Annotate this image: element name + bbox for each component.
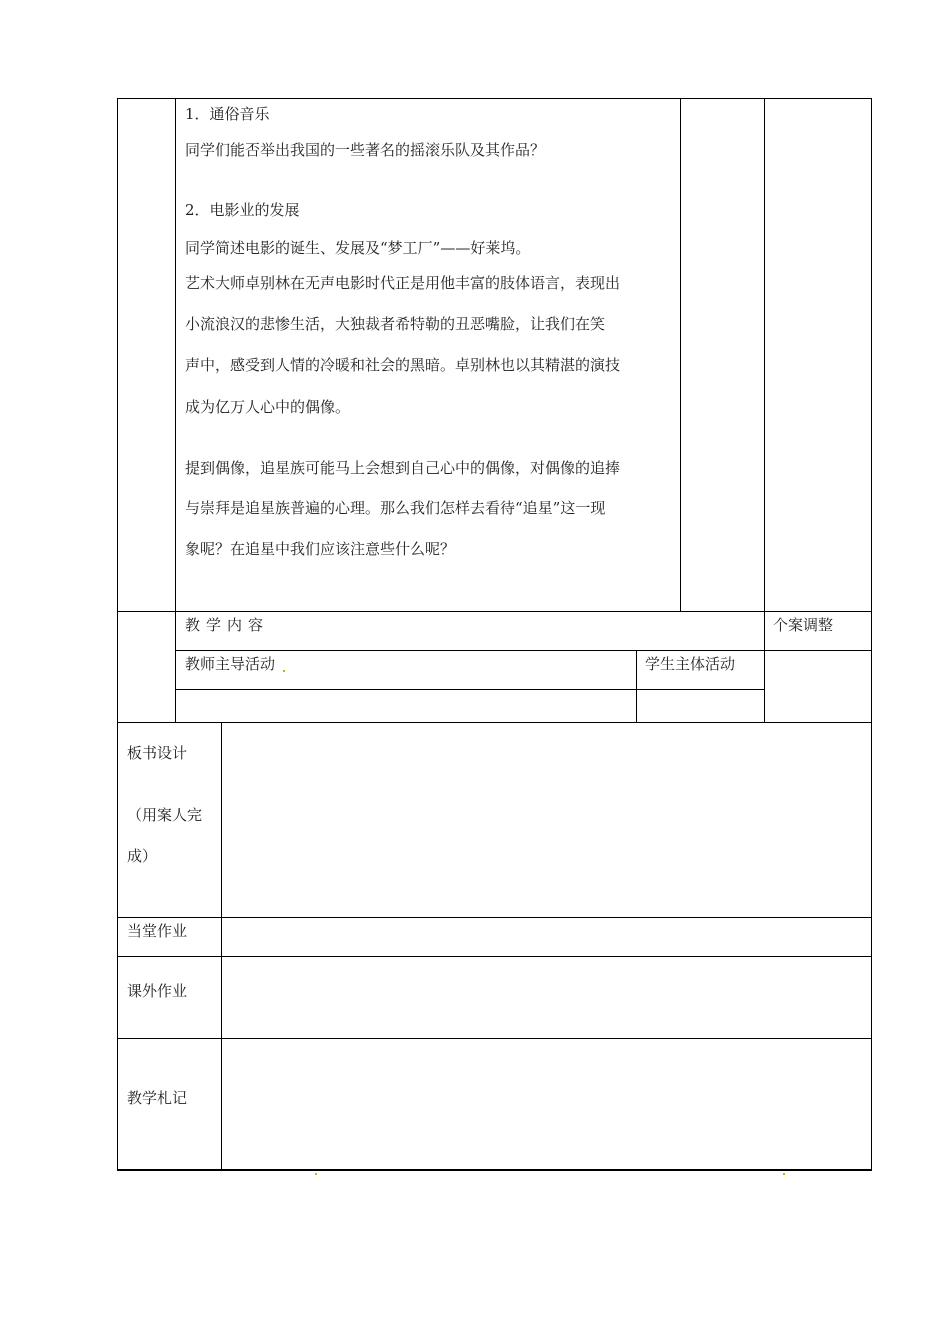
classwork-label: 当堂作业	[127, 922, 188, 940]
board-design-note: 成）	[127, 847, 158, 865]
paragraph-line: 与崇拜是追星族普遍的心理。那么我们怎样去看待“追星”这一现	[185, 499, 606, 517]
paragraph-line: 声中，感受到人情的冷暖和社会的黑暗。卓别林也以其精湛的演技	[185, 356, 621, 374]
section-1-title: 1．通俗音乐	[185, 105, 270, 123]
paragraph-line: 提到偶像，追星族可能马上会想到自己心中的偶像，对偶像的追捧	[185, 459, 621, 477]
teaching-content-header: 教学内容	[185, 616, 270, 634]
board-design-label: 板书设计	[127, 744, 188, 762]
section-2-title: 2．电影业的发展	[185, 201, 300, 219]
section-1-question: 同学们能否举出我国的一些著名的摇滚乐队及其作品？	[185, 141, 546, 159]
paragraph-line: 象呢？在追星中我们应该注意些什么呢？	[185, 540, 456, 558]
paragraph-line: 成为亿万人心中的偶像。	[185, 398, 351, 416]
section-2-intro: 同学简述电影的诞生、发展及“梦工厂”——好莱坞。	[185, 239, 531, 257]
board-design-note: （用案人完	[127, 806, 203, 824]
case-adjust-header: 个案调整	[773, 616, 834, 634]
paragraph-line: 艺术大师卓别林在无声电影时代正是用他丰富的肢体语言，表现出	[185, 274, 621, 292]
student-activity-header: 学生主体活动	[645, 655, 736, 673]
teaching-notes-label: 教学札记	[127, 1089, 188, 1107]
homework-label: 课外作业	[127, 982, 188, 1000]
paragraph-line: 小流浪汉的悲惨生活，大独裁者希特勒的丑恶嘴脸，让我们在笑	[185, 315, 606, 333]
teacher-activity-header: 教师主导活动	[185, 655, 276, 673]
